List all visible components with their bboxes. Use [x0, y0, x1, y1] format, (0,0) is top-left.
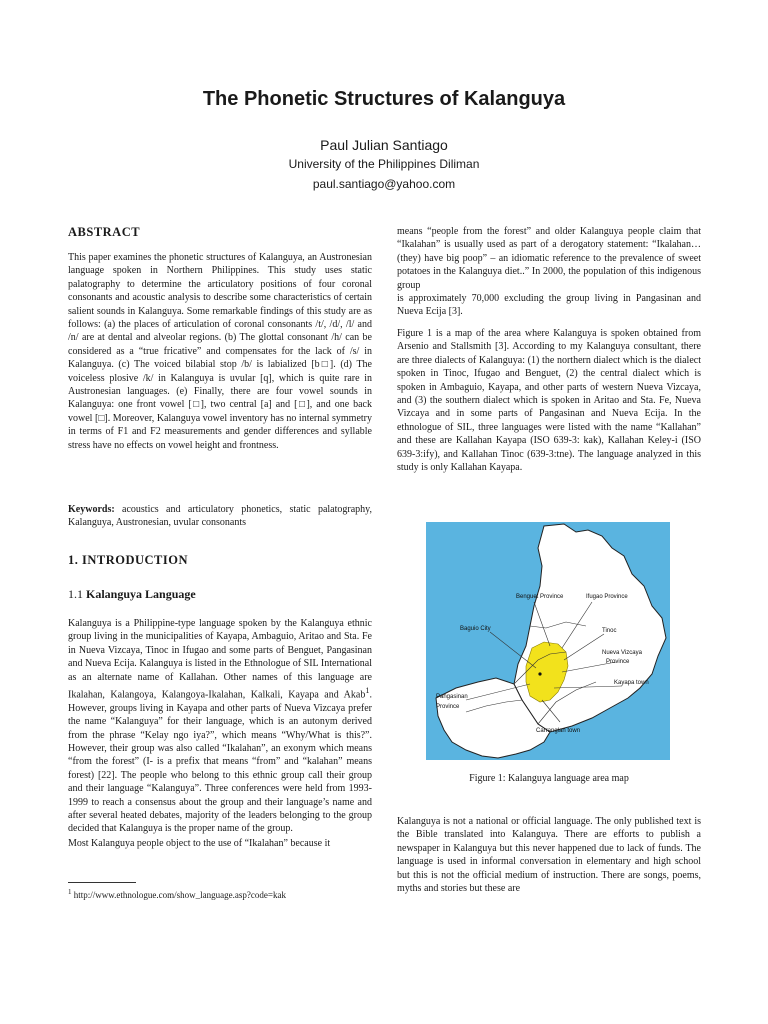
map-town-dot: [538, 672, 541, 675]
keywords-paragraph: [68, 503, 372, 530]
map-label-kayapa: Kayapa town: [614, 680, 649, 686]
intro-text-before-footnote: Kalanguya is a Philippine-type language spoken by the Kalanguya ethnic group living in the municipalities of Kayapa, Ambaguio, Aritao and Sta. Fe in Nueva Vizcaya, Tinoc in Ifugao and some parts of Benguet, Pangasinan and Nueva Ecija. Kalanguya is listed in the Ethnologue of SIL International as an alternate name of Kallahan. Other names of this language are Ikalahan, Kalangoya, Kalangoya-Ikalahan, Kalkali, Kayapa and Akab: [68, 618, 372, 701]
map-label-nueva-vizcaya-province: Province: [606, 659, 630, 665]
intro-paragraph-2: [68, 837, 372, 850]
keywords: [68, 503, 372, 530]
right-paragraph-2-text: Figure 1 is a map of the area where Kalanguya is spoken obtained from Arsenio and Stallsmith [3]. According to my Kalanguya consultant, there are three dialects of Kalanguya: (1) the northern dialect which is the dialect spoken in Tinoc, Ifugao and Benguet, (2) the central dialect which is spoken in Ambaguio, Kayapa, and other parts of western Nueva Vizcaya, and (3) the southern dialect which is spoken in Aritao and Sta. Fe, Nueva Vizcaya and in some parts of Pangasinan and Nueva Ecija. In the ethnologue of SIL, three languages were listed with the name “Kallahan” and these are Kallahan Kayapa (ISO 639-3: kak), Kallahan Keley-i (ISO 639-3:ify), and Kallahan Tinoc (639-3:tne). The language analyzed in this study is only Kallahan Kayapa.: [397, 328, 701, 474]
paper-title: The Phonetic Structures of Kalanguya: [202, 88, 566, 110]
footnote-link[interactable]: http://www.ethnologue.com/show_language.asp?code=kak: [71, 890, 286, 900]
map-label-pangasinan-province: Province: [436, 704, 460, 710]
author-email: paul.santiago@yahoo.com: [312, 177, 456, 191]
author-name: Paul Julian Santiago: [320, 137, 448, 153]
figure-caption: Figure 1: Kalanguya language area map: [469, 773, 629, 784]
map-label-benguet: Benguet Province: [516, 594, 564, 600]
map-label-baguio: Baguio City: [460, 626, 491, 632]
right-paragraph-1: [397, 225, 701, 319]
right-paragraph-2: [397, 327, 701, 474]
map-label-ifugao: Ifugao Province: [586, 594, 628, 600]
right-paragraph-1b: is approximately 70,000 excluding the group living in Pangasinan and Nueva Ecija [3].: [397, 293, 701, 318]
map-label-carranglan: Carranglan town: [536, 728, 581, 734]
author-affiliation: University of the Philippines Diliman: [288, 157, 480, 171]
keywords-label: Keywords:: [68, 504, 115, 515]
abstract-heading: ABSTRACT: [68, 225, 141, 239]
right-paragraph-3-text: Kalanguya is not a national or official language. The only published text is the Bible translated into Kalanguya. There are efforts to publish a newspaper in Kalanguya but this never happened due to lack of funds. The language is used in informal conversation in elementary and high school but this is not the official medium of instruction. There are songs, poems, myths and stories but these are: [397, 816, 701, 895]
map-label-pangasinan: Pangasinan: [436, 694, 468, 700]
subsection-heading: [68, 587, 196, 602]
abstract-text: [68, 251, 372, 452]
subsection-number: 1.1: [68, 587, 83, 601]
right-paragraph-3: [397, 815, 701, 895]
intro-paragraph-1: [68, 617, 372, 836]
subsection-title: Kalanguya Language: [86, 587, 196, 601]
kalanguya-area-map: [426, 522, 670, 760]
footnote-marker[interactable]: 1: [365, 686, 370, 696]
map-label-tinoc: Tinoc: [602, 628, 617, 634]
intro-paragraph-2-text: Most Kalanguya people object to the use of “Ikalahan” because it: [68, 838, 331, 849]
right-paragraph-1a: means “people from the forest” and older Kalanguya people claim that “Ikalahan” is usually used as part of a derogatory statement: “Ikalahan…(they) have big poop” – an idiomatic reference to the prevalence of sweet potatoes in the Kalanguya diet..” In 2000, the population of this indigenous group: [397, 226, 701, 291]
footnote-divider: [68, 882, 136, 883]
intro-text-after-footnote: . However, groups living in Kayapa and other parts of Nueva Vizcaya prefer the name “Kalanguya” for their language, which is an autonym derived from the phrase “Kelay ngo iya?”, which means “Why/What is this?”. However, their group was also called “Ikalahan”, an exonym which means “from the forest” (I- is a prefix that means “from” and “kalahan” means forest) [22]. The people who belong to this ethnic group call their group and their language “Kalanguya”. Three conferences were held from 1993-1999 to reach a consensus about the group and their language’s name and after several heated debates, majority of the leaders belonging to the group decided that Kalanguya is the proper name of the group.: [68, 689, 372, 835]
map-label-nueva-vizcaya: Nueva Vizcaya: [602, 650, 642, 656]
keywords-text: acoustics and articulatory phonetics, static palatography, Kalanguya, Austronesian, uvular consonants: [68, 504, 372, 529]
footnote-number: 1: [68, 888, 72, 896]
abstract-paragraph: This paper examines the phonetic structures of Kalanguya, an Austronesian language spoken in Northern Philippines. This study uses static palatography to determine the articulatory positions of four coronal consonants and acoustic analysis to describe some characteristics of certain salient sounds in Kalanguya. Some remarkable findings of this study are as follows: (a) the places of articulation of coronal consonants /t/, /d/, /l/ and /n/ are at dental and alveolar regions. (b) The glottal consonant /h/ can be considered as a “true fricative” and compensates for the lack of /s/ in Kalanguya. (c) The voiced bilabial stop /b/ is labialized [b□]. (d) The voiceless plosive /k/ in Kalanguya is uvular [q], which is quite rare in Austronesian languages. (e) Finally, there are four vowel sounds in Kalanguya: one front vowel [□], two central [a] and [□], and one back vowel [□]. Moreover, Kalanguya vowel inventory has no internal symmetry in terms of F1 and F2 measurements and gender differences and syllable stress have no effects on vowel height and frontness.: [68, 252, 372, 451]
footnote: [68, 888, 286, 900]
intro-paragraph-1-text: [68, 617, 372, 836]
introduction-heading: 1. INTRODUCTION: [68, 553, 189, 567]
